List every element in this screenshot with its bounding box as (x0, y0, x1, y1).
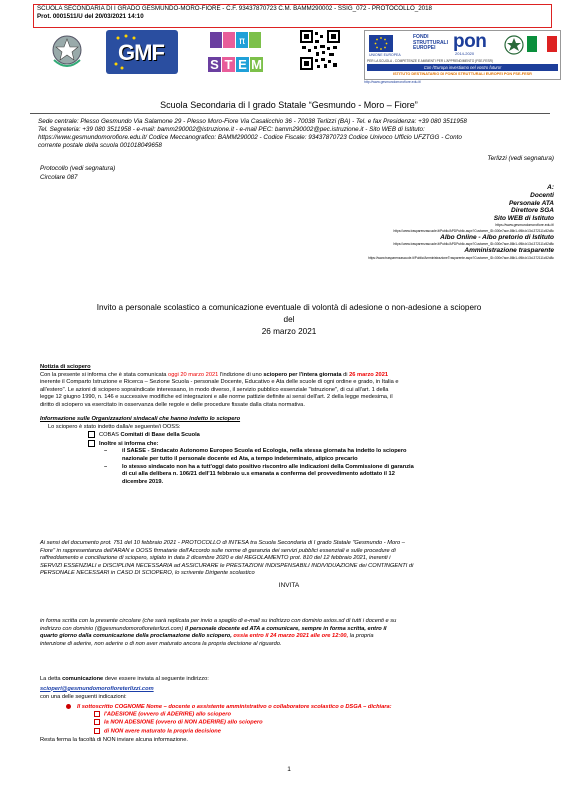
protocol-stamp (33, 4, 552, 28)
info-line-1: Lo sciopero è stato indetto dalla/e seguente/i OOSS: (48, 423, 181, 430)
info-dash-2c: dicembre 2019. (122, 478, 164, 485)
svg-text:π: π (238, 36, 246, 47)
gmf-text: GMF (118, 40, 164, 65)
pon-title: FONDI STRUTTURALI EUROPEI (413, 34, 448, 51)
notizia-strike-date: 26 marzo 2021 (349, 371, 389, 378)
recipient-url-1[interactable]: https://www.gesmundomorofiore.edu.it/ (495, 222, 554, 227)
info-dash-2: – lo stesso sindacato non ha a tutt'oggi dato positivo riscontro alle indicazioni della Commissione di garanzia (104, 463, 414, 470)
title-divider (30, 113, 550, 114)
notizia-text-c: l'indizione di uno (218, 371, 264, 378)
notizia-line-5: diritto di sciopero va esercitato in osservanza delle regole e delle procedure fissate dalla citata normativa. (40, 401, 305, 408)
detta-section (40, 676, 550, 744)
info-dash-2b: di cui alla delibera n. 106/21 dell'11 febbraio u.s emanata a conferma del provvedimento adottato il 12 (122, 471, 395, 478)
cobas-name: Comitati di Base della Scuola (120, 432, 200, 439)
logo-row (30, 28, 560, 88)
notizia-line-2: inerente il Comparto Istruzione e Ricerca – Sezione Scuola - personale Docente, Educativo e Ata delle scuole di ogni ordine e grado, in Italia e (40, 379, 399, 386)
option-adesione-text: l'ADESIONE (ovvero di ADERIRE) allo sciopero (104, 711, 231, 718)
dash-2-text: lo stesso sindacato non ha a tutt'oggi dato positivo riscontro alle indicazioni della Commissione di garanzia (122, 463, 414, 470)
science-icons (208, 30, 264, 52)
recipient-amm: Amministrazione trasparente (464, 246, 554, 254)
recipient-albo: Albo Online - Albo pretorio di Istituto (440, 233, 554, 241)
detta-comunicazione: comunicazione (62, 676, 104, 682)
invita-label: INVITA (278, 582, 300, 589)
info-dash-1: – il SAESE - Sindacato Autonomo Europeo Scuola ed Ecologia, nella stessa giornata ha indetto lo sciopero (104, 448, 407, 455)
subject-line-2: del (283, 315, 295, 324)
stamp-line-2: Prot. 0001511/U del 20/03/2021 14:10 (37, 13, 144, 20)
sensi-line-4: SERVIZI ESSENZIALI e DISCIPLINA NECESSARIA ad ASSICURARE le PRESTAZIONI INDISPENSABILI INDIVIDUAZIONE dei CONTINGENTI di (40, 562, 414, 569)
stamp-line-1: SCUOLA SECONDARIA DI I GRADO GESMUNDO-MORO-FIORE - C.F. 93437870723 C.M. BAMM290002 - SSIG_072 - PROTOCOLLO_2018 (37, 5, 432, 12)
declaration-text: Il sottoscritto COGNOME Nome – docente o assistente amministrativo o collaboratore scolastico o DSGA – dichiara: (77, 703, 392, 710)
pon-logo-text: pon (453, 31, 487, 52)
detta-c: deve essere inviata al seguente indirizzo: (103, 676, 209, 682)
dash-1-text: il SAESE - Sindacato Autonomo Europeo Scuola ed Ecologia, nella stessa giornata ha indetto lo sciopero (122, 448, 407, 455)
checkbox-icon (88, 431, 95, 438)
recipient-url-3[interactable]: https://www.trasparenzascuole.it/Public/APDPublic.aspx?Customer_ID=300e7ace-86b1-4f6b-b13d-372111c52d8c (393, 241, 554, 246)
gmf-logo (106, 30, 178, 74)
subject-line-3: 26 marzo 2021 (261, 327, 317, 336)
stem-m: M (251, 57, 262, 72)
detta-a: La detta (40, 676, 63, 682)
checkbox-icon (88, 440, 95, 447)
info-heading: Informazione sulle Organizzazioni sindacali che hanno indetto lo sciopero (40, 416, 241, 422)
option-non-decisa (40, 728, 550, 736)
pon-banner (364, 30, 561, 80)
notizia-line-3: all'estero". Le azioni di sciopero sopraindicate interessano, in modo diverso, il servizio pubblico essenziale "istruzione", di cui all'art. 1 della (40, 386, 389, 393)
info-section (40, 416, 550, 486)
eu-flag-icon (369, 35, 393, 52)
info-inoltre (40, 440, 550, 449)
recipient-sito: Sito WEB di Istituto (493, 215, 554, 223)
pon-footer: ISTITUTO DESTINATARIO DI FONDI STRUTTURALI EUROPEI PON FSE-FESR (393, 72, 532, 76)
detta-line-3: con una delle seguenti indicazioni: (40, 694, 127, 701)
notizia-full-day: sciopero per l'intera giornata (263, 371, 342, 378)
bullet-icon (66, 704, 71, 709)
subject-line-1: Invito a personale scolastico a comunicazione eventuale di volontà di adesione o non-adesione a sciopero (96, 303, 482, 312)
recipient-docenti: Docenti (530, 191, 554, 199)
forma-deadline: ossia entro il 24 marzo 2021 alle ore 12:00, (233, 633, 349, 640)
cobas-label: COBAS (99, 432, 121, 439)
recipient-dsga: Direttore SGA (511, 207, 554, 215)
italy-flag-icon (527, 36, 557, 52)
sensi-section (40, 540, 550, 578)
sensi-line-2: Fiore" in rappresentanza dell'ARAN e OOSS firmatarie dell'Accordo sulle norme di garanzia dei servizi pubblici essenziali e sulle procedure di (40, 547, 396, 554)
forma-section (40, 618, 550, 648)
contacts-line-2: Tel. Segreteria: +39 080 3511958 - e-mail: bamm290002@istruzione.it - e-mail PEC: bamm290002@pec.istruzione.it - Sito WEB di Istituto: (38, 126, 425, 133)
forma-text-c: la propria (348, 633, 374, 640)
checkbox-icon (94, 719, 100, 725)
ministry-emblem-icon (503, 34, 525, 56)
eu-label: UNIONE EUROPEA (369, 53, 401, 57)
detta-last: Resta ferma la facoltà di NON inviare alcuna informazione. (40, 736, 188, 743)
contacts-line-1: Sede centrale: Plesso Gesmundo Via Salamone 29 - Plesso Moro-Fiore Via Casalicchio 36 - 70038 Terlizzi (BA) - Tel. e fax Presidenza: +39 080 3511958 (38, 118, 467, 125)
info-dash-1b: nazionale per tutto il personale docente ed Ata, a tempo indeterminato, atipico precario (122, 455, 358, 462)
recipients-a: A: (547, 184, 554, 191)
option-non-adesione-text: la NON ADESIONE (ovvero di NON ADERIRE) allo sciopero (104, 719, 263, 726)
contacts-line-3: https://www.gesmundomorofiore.edu.it/ Codice Meccanografico: BAMM290002 - Codice Fiscale: 93437870723 Codice Univoco Ufficio UFZTGG - Conto (38, 134, 462, 141)
notizia-line-4: legge 12 giugno 1990, n. 146 e successive modifiche ed integrazioni e alle norme pattizie definite ai sensi dell'art. 2 della legge medesima, il (40, 394, 393, 401)
inoltre-label: Inoltre si informa che: (99, 440, 159, 447)
forma-line-1: in forma scritta con la presente circolare (che sarà replicata per invio a spaglio di e-mail su indirizzo con dominio axios.sd di tutti i docenti e su (40, 618, 397, 624)
detta-declaration (40, 704, 550, 712)
option-adesione (40, 711, 550, 719)
notizia-line-1 (40, 372, 550, 380)
page-number: 1 (287, 766, 291, 773)
recipient-url-4[interactable]: https://www.trasparenzascuole.it/Public/AmministrazioneTrasparente.aspx?Customer_ID=300e7ace-86b1-4f6b-b13d-372111c52d8c (368, 255, 554, 260)
sensi-line-3: raffreddamento e conciliazione di sciopero, siglato in data 2 dicembre 2020 e del REGOLAMENTO prot. 810 del 12 febbraio 2021, inerenti i (40, 555, 391, 562)
forma-deadline-intro: quarto giorno dalla comunicazione della proclamazione dello sciopero, (40, 633, 234, 640)
forma-line-3 (40, 633, 550, 641)
stem-logo (208, 30, 264, 74)
qr-code-icon (300, 30, 340, 70)
protocol-label: Protocollo (vedi segnatura) (40, 165, 116, 172)
recipient-url-2[interactable]: https://www.trasparenzascuole.it/Public/APDPublic.aspx?Customer_ID=300e7ace-86b1-4f6b-b13d-372111c52d8c (393, 228, 554, 233)
notizia-text-a: Con la presente si informa che è stata comunicata (40, 371, 169, 378)
sensi-line-5: PERSONALE NECESSARI in CASO DI SCIOPERO, lo scrivente Dirigente scolastico (40, 570, 255, 577)
recipient-ata: Personale ATA (508, 199, 554, 207)
detta-line-1 (40, 676, 550, 684)
italian-emblem-icon (48, 30, 86, 70)
contacts-line-4: corrente postale della scuola 001018049658 (38, 142, 162, 149)
strike-email-link[interactable]: scioperi@gesmundomorofioreterlizzi.com (40, 685, 154, 692)
subject-block (0, 302, 578, 338)
forma-instruction: il personale docente ed ATA a comunicare, sempre in forma scritta, entro il (184, 625, 387, 632)
stem-e: E (236, 57, 249, 72)
pon-site: http://www.gesmundomorofiore.edu.it/ (364, 80, 421, 84)
info-cobas (40, 431, 550, 440)
stem-s: S (208, 57, 221, 72)
option-non-decisa-text: di NON avere maturato la propria decisione (104, 728, 221, 735)
pon-subtitle: PER LA SCUOLA - COMPETENZE E AMBIENTI PER L'APPRENDIMENTO (FSE-FESR) (367, 59, 493, 63)
stem-t: T (222, 57, 235, 72)
sensi-line-1: Ai sensi del documento prot. 751 del 10 febbraio 2021 - PROTOCOLLO di INTESA tra Scuola Secondaria di I grado Statale "Gesmundo - Moro – (40, 540, 405, 546)
option-non-adesione (40, 719, 550, 727)
forma-domain: indirizzo con dominio (@gesmundomorofioreterlizzi.com) (40, 625, 185, 632)
pon-years: 2014-2020 (455, 51, 475, 56)
notizia-date-today: oggi 20 marzo 2021 (168, 371, 219, 378)
contacts-block (38, 118, 558, 150)
forma-line-2 (40, 626, 550, 634)
notizia-section (40, 364, 550, 410)
notizia-heading: Notizia di sciopero (40, 364, 91, 370)
checkbox-icon (94, 728, 100, 734)
checkbox-icon (94, 711, 100, 717)
forma-line-4: intenzione di aderire, non aderire o di non aver maturato ancora la propria decisione al riguardo. (40, 640, 282, 647)
school-title: Scuola Secondaria di I grado Statale “Gesmundo - Moro – Fiore” (160, 100, 418, 110)
pon-tagline: Con l'Europa investiamo nel vostro futuro! (367, 64, 558, 71)
recipients-block (194, 184, 554, 261)
place-label: Terlizzi (vedi segnatura) (487, 155, 554, 162)
notizia-text-e: di (341, 371, 350, 378)
circolare-label: Circolare 087 (40, 174, 78, 181)
